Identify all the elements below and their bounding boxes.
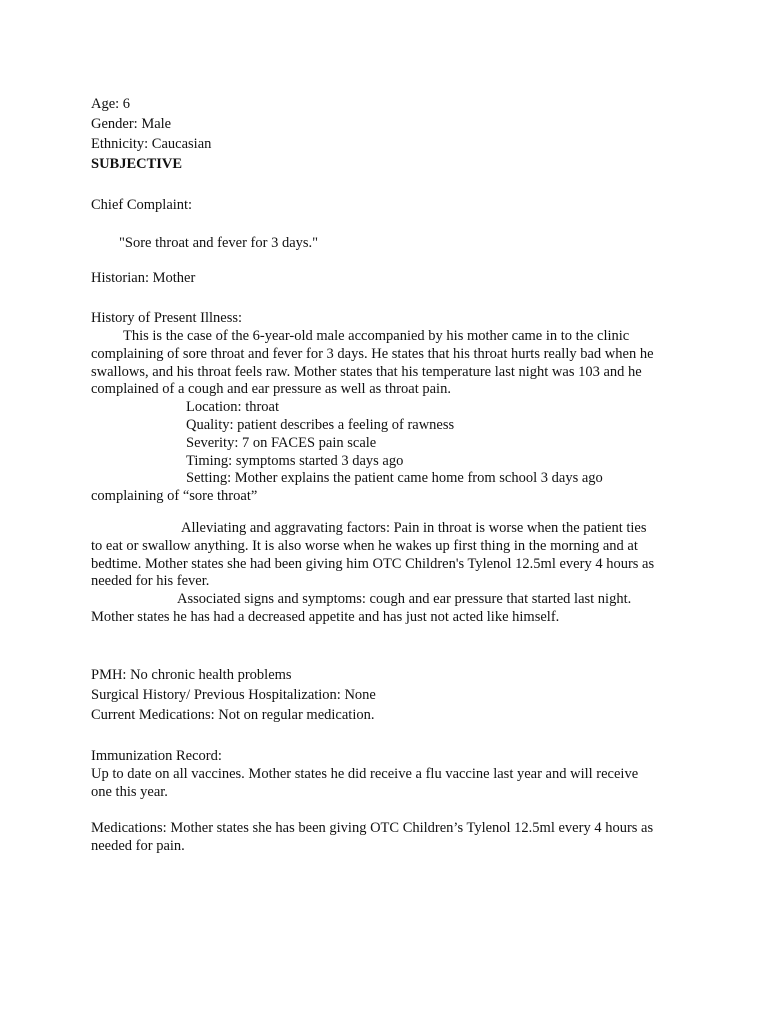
section-heading: SUBJECTIVE	[91, 156, 183, 172]
immunization-text	[91, 766, 691, 802]
chief-complaint-label: Chief Complaint:	[91, 197, 193, 213]
pmh-line: PMH: No chronic health problems	[91, 666, 292, 683]
hpi-details	[91, 399, 691, 506]
alleviating-line: Alleviating and aggravating factors: Pain in throat is worse when the patient ties	[181, 519, 647, 536]
alleviating-line: needed for his fever.	[91, 573, 210, 590]
medications-note-line: Medications: Mother states she has been giving OTC Children’s Tylenol 12.5ml every 4 hours as	[91, 820, 654, 837]
document-page	[91, 94, 691, 856]
hpi-narrative	[91, 328, 691, 399]
ethnicity-line: Ethnicity: Caucasian	[91, 136, 212, 152]
associated-line: Associated signs and symptoms: cough and ear pressure that started last night.	[177, 591, 632, 608]
alleviating-line: bedtime. Mother states she had been giving him OTC Children's Tylenol 12.5ml every 4 hours as	[91, 555, 655, 572]
immunization-line: one this year.	[91, 783, 168, 800]
hpi-detail-severity: Severity: 7 on FACES pain scale	[186, 434, 377, 451]
medications-note-line: needed for pain.	[91, 838, 185, 855]
hpi-associated	[91, 591, 691, 627]
age-line: Age: 6	[91, 96, 131, 112]
current-medications-line: Current Medications: Not on regular medication.	[91, 706, 375, 723]
hpi-detail-setting: Setting: Mother explains the patient came home from school 3 days ago	[186, 470, 603, 487]
historian-line: Historian: Mother	[91, 270, 196, 286]
hpi-detail-timing: Timing: symptoms started 3 days ago	[186, 452, 404, 469]
gender-line: Gender: Male	[91, 116, 172, 132]
hpi-detail-location: Location: throat	[186, 399, 280, 416]
immunization-line: Up to date on all vaccines. Mother states he did receive a flu vaccine last year and will receive	[91, 765, 639, 782]
surgical-history-line: Surgical History/ Previous Hospitalization: None	[91, 686, 376, 703]
chief-complaint-quote: "Sore throat and fever for 3 days."	[119, 235, 319, 251]
hpi-line: This is the case of the 6-year-old male accompanied by his mother came in to the clinic	[123, 328, 630, 344]
hpi-label: History of Present Illness:	[91, 310, 243, 326]
hpi-line: complained of a cough and ear pressure as well as throat pain.	[91, 381, 451, 398]
hpi-line: swallows, and his throat feels raw. Mother states that his temperature last night was 103 and he	[91, 363, 642, 380]
associated-line: Mother states he has had a decreased appetite and has just not acted like himself.	[91, 608, 560, 625]
immunization-label: Immunization Record:	[91, 747, 222, 764]
hpi-alleviating	[91, 520, 691, 591]
medications-note	[91, 820, 691, 856]
hpi-line: complaining of sore throat and fever for 3 days. He states that his throat hurts really bad when he	[91, 345, 654, 362]
hpi-detail-quality: Quality: patient describes a feeling of rawness	[186, 416, 455, 433]
alleviating-line: to eat or swallow anything. It is also worse when he wakes up first thing in the morning and at	[91, 537, 638, 554]
hpi-setting-continuation: complaining of “sore throat”	[91, 488, 258, 505]
